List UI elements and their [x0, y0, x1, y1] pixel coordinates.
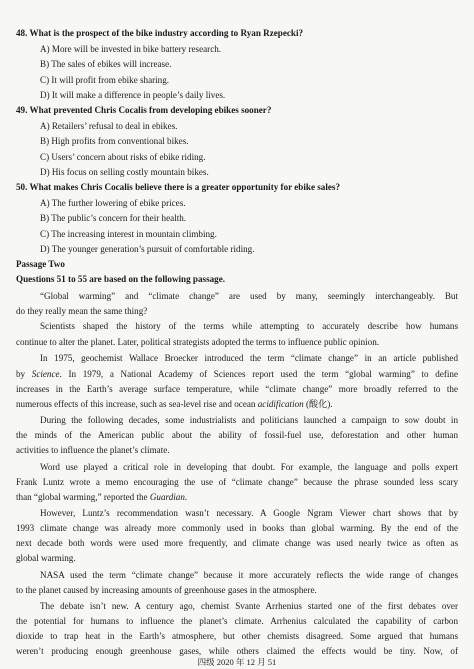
- question-49-option-b: B) High profits from conventional bikes.: [40, 136, 189, 146]
- passage-p4-line2: the minds of the American public about the ability of fossil-fuel use, deforestation and other human: [16, 430, 458, 440]
- passage-p7-line2: to the planet caused by increasing amounts of greenhouse gases in the atmosphere.: [16, 585, 317, 595]
- passage-p8-line1: The debate isn’t new. A century ago, chemist Svante Arrhenius started one of the first debates over: [40, 601, 458, 611]
- newspaper-guardian: Guardian: [149, 492, 185, 502]
- passage-p6-line4: global warming.: [16, 553, 76, 563]
- passage-heading: Passage Two: [16, 259, 65, 269]
- passage-p6-line1: However, Luntz’s recommendation wasn’t necessary. A Google Ngram Viewer chart shows that by: [40, 508, 458, 518]
- passage-intro: Questions 51 to 55 are based on the following passage.: [16, 274, 226, 284]
- passage-p7-line1: NASA used the term “climate change” because it more accurately reflects the wide range of changes: [40, 570, 458, 580]
- passage-p8-line2: the potential for humans to influence the planet’s climate. Arrhenius calculated the capability of carbon: [16, 616, 458, 626]
- passage-p1-line2: do they really mean the same thing?: [16, 306, 148, 316]
- passage-p5-line3-a: than “global warming,” reported the: [16, 492, 150, 502]
- question-50-option-d: D) The younger generation’s pursuit of comfortable riding.: [40, 244, 255, 254]
- passage-p1-line1: “Global warming” and “climate change” are used by many, seemingly interchangeably. But: [40, 291, 458, 301]
- passage-p5-line2: Frank Luntz wrote a memo encouraging the use of “climate change” because the phrase sounded less scary: [16, 477, 458, 487]
- term-acidification: acidification: [257, 399, 304, 409]
- passage-p5-line3-b: .: [184, 492, 188, 502]
- passage-p6-line2: 1993 climate change was already more commonly used in books than global warming. By the end of the: [16, 523, 458, 533]
- passage-p3-line4-a: numerous effects of this increase, such as sea-level rise and ocean: [16, 399, 258, 409]
- passage-p5-line1: Word use played a critical role in developing that doubt. For example, the language and polls expert: [40, 462, 458, 472]
- question-50-stem: 50. What makes Chris Cocalis believe there is a greater opportunity for ebike sales?: [16, 182, 340, 192]
- question-48-stem: 48. What is the prospect of the bike industry according to Ryan Rzepecki?: [16, 28, 304, 38]
- question-49-stem: 49. What prevented Chris Cocalis from developing ebikes sooner?: [16, 105, 272, 115]
- question-48-option-b: B) The sales of ebikes will increase.: [40, 59, 172, 69]
- question-48-option-c: C) It will profit from ebike sharing.: [40, 75, 170, 85]
- question-49-option-c: C) Users’ concern about risks of ebike riding.: [40, 152, 206, 162]
- question-50-option-c: C) The increasing interest in mountain climbing.: [40, 229, 217, 239]
- passage-p2-line2: continue to alter the planet. Later, political strategists adopted the terms to influence public opinion.: [16, 337, 380, 347]
- question-49-option-a: A) Retailers’ refusal to deal in ebikes.: [40, 121, 178, 131]
- passage-p4-line1: During the following decades, some industrialists and politicians launched a campaign to sow doubt in: [40, 415, 458, 425]
- passage-p3-line2: [16, 369, 458, 380]
- question-50-option-a: A) The further lowering of ebike prices.: [40, 198, 186, 208]
- passage-p4-line3: activities to influence the planet’s climate.: [16, 445, 170, 455]
- passage-p3-line1: In 1975, geochemist Wallace Broecker introduced the term “climate change” in an article published: [40, 353, 458, 363]
- passage-p1-line1-text: Global warming” and “climate change” are used by many, seemingly interchangeably. But: [44, 291, 458, 301]
- journal-science: Science: [31, 369, 60, 379]
- passage-p3-line4: [16, 399, 458, 410]
- passage-p3-line2-b: . In 1979, a National Academy of Sciences report used the term “global warming” to define: [59, 369, 458, 379]
- passage-p6-line3: next decade both words were used more frequently, and climate change was used nearly twice as often as: [16, 538, 458, 548]
- passage-p3-line3: increases in the Earth’s average surface temperature, while “climate change” more broadly referred to the: [16, 384, 458, 394]
- page-footer: 四级 2020 年 12 月 51: [197, 657, 277, 667]
- passage-p2-line1: Scientists shaped the history of the terms while attempting to accurately describe how humans: [40, 321, 458, 331]
- passage-p3-line2-a: by: [16, 369, 32, 379]
- question-50-option-b: B) The public’s concern for their health.: [40, 213, 187, 223]
- passage-p3-line4-b: (酸化).: [303, 399, 333, 409]
- passage-p8-line4: weren’t producing enough greenhouse gases, while others claimed the effects would be tiny. Now, of: [16, 646, 458, 656]
- question-48-option-a: A) More will be invested in bike battery research.: [40, 44, 222, 54]
- passage-p5-line3: [16, 492, 458, 503]
- passage-p8-line3: dioxide to trap heat in the Earth’s atmosphere, but other chemists disagreed. Some argued that humans: [16, 631, 458, 641]
- question-48-option-d: D) It will make a difference in people’s daily lives.: [40, 90, 226, 100]
- question-49-option-d: D) His focus on selling costly mountain bikes.: [40, 167, 209, 177]
